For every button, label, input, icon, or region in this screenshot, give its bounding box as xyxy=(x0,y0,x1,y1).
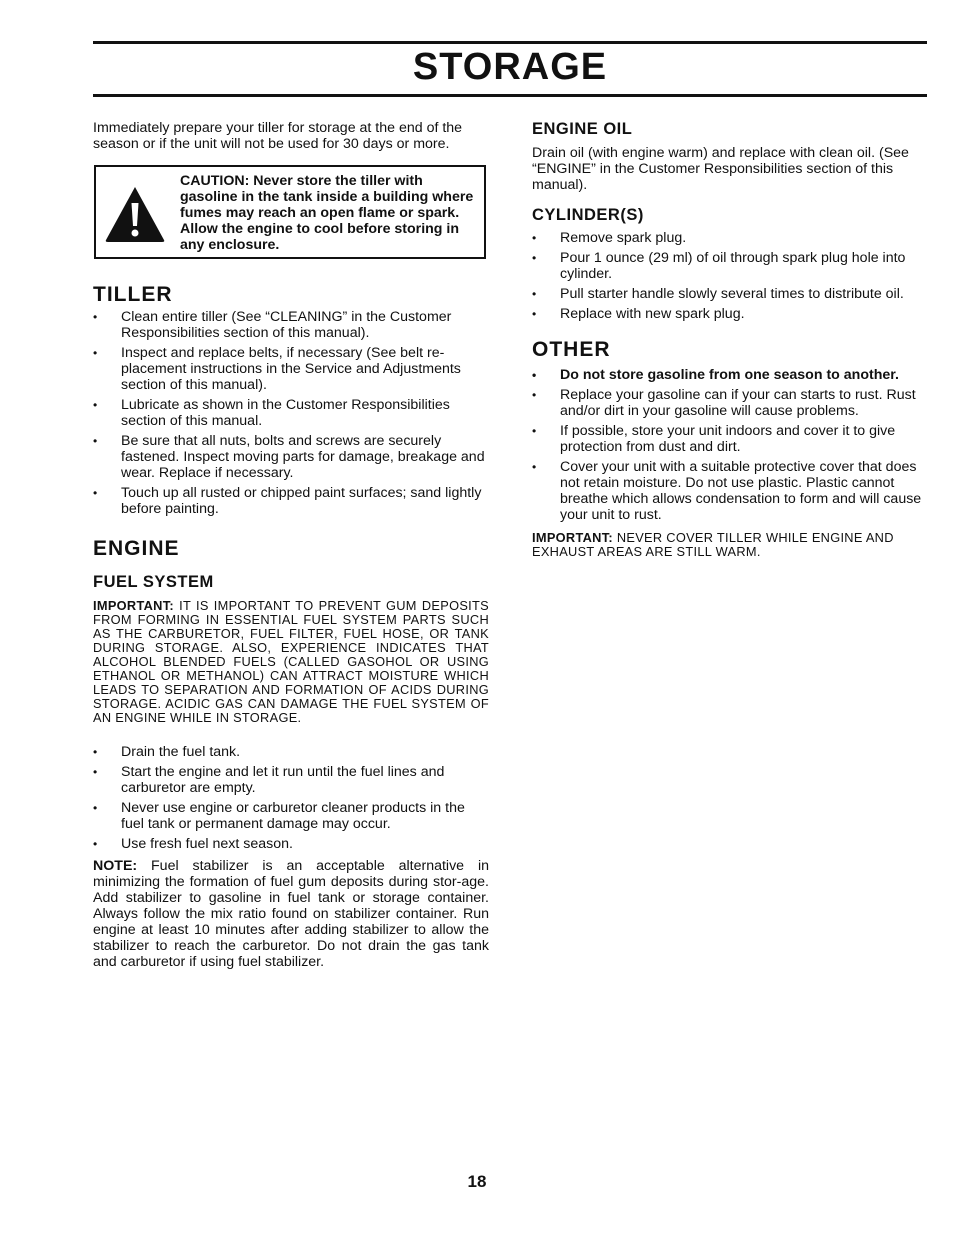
tiller-heading: TILLER xyxy=(93,283,173,306)
list-item: • Inspect and replace belts, if necessary (See belt re-placement instructions in the Service and Adjustments section of this manual). xyxy=(93,345,489,393)
list-item: • Be sure that all nuts, bolts and screws are securely fastened. Inspect moving parts for damage, breakage and wear. Replace if necessary. xyxy=(93,433,489,481)
list-item: • Start the engine and let it run until the fuel lines and carburetor are empty. xyxy=(93,764,489,796)
page-title: STORAGE xyxy=(412,46,608,88)
fuel-note-text: NOTE: Fuel stabilizer is an acceptable alternative in minimizing the formation of fuel gum deposits during stor-age. Add stabilizer to gasoline in fuel tank or storage container. Always follow the mix ratio found on stabilizer container. Run engine at least 10 minutes after adding stabilizer to allow the stabilizer to reach the carburetor. Do not drain the gas tank and carburetor if using fuel stabilizer. xyxy=(93,858,489,970)
note-label: NOTE: xyxy=(93,858,138,874)
list-item: • Clean entire tiller (See “CLEANING” in the Customer Responsibilities section of this manual). xyxy=(93,309,489,341)
engine-oil-heading: ENGINE OIL xyxy=(532,120,633,138)
list-item: • Touch up all rusted or chipped paint surfaces; sand lightly before painting. xyxy=(93,485,489,517)
list-item: • Cover your unit with a suitable protective cover that does not retain moisture. Do not use plastic. Plastic cannot breathe which allows condensation to form and will cause your unit to rust. xyxy=(532,459,926,523)
page-number: 18 xyxy=(467,1172,487,1191)
tiller-list xyxy=(93,309,489,521)
important-label: IMPORTANT: xyxy=(93,598,174,613)
list-item: • Use fresh fuel next season. xyxy=(93,836,489,852)
cylinders-list xyxy=(532,230,926,326)
list-item: • Replace your gasoline can if your can starts to rust. Rust and/or dirt in your gasoline will cause problems. xyxy=(532,387,926,419)
cylinders-heading: CYLINDER(S) xyxy=(532,206,644,224)
caution-box xyxy=(94,165,486,259)
list-item: • Remove spark plug. xyxy=(532,230,926,246)
engine-heading: ENGINE xyxy=(93,537,180,560)
fuel-important-text: IMPORTANT: IT IS IMPORTANT TO PREVENT GUM DEPOSITS FROM FORMING IN ESSENTIAL FUEL SYSTEM PARTS SUCH AS THE CARBURETOR, FUEL FILTER, FUEL HOSE, OR TANK DURING STORAGE. ALSO, EXPERIENCE INDICATES THAT ALCOHOL BLENDED FUELS (CALLED GASOHOL OR USING ETHANOL OR METHANOL) CAN ATTRACT MOISTURE WHICH LEADS TO SEPARATION AND FORMATION OF ACIDS DURING STORAGE. ACIDIC GAS CAN DAMAGE THE FUEL SYSTEM OF AN ENGINE WHILE IN STORAGE. xyxy=(93,598,489,725)
list-item: • Drain the fuel tank. xyxy=(93,744,489,760)
list-item: • Pull starter handle slowly several times to distribute oil. xyxy=(532,286,926,302)
other-heading: OTHER xyxy=(532,338,611,361)
title-rule xyxy=(93,94,927,97)
list-item: • Pour 1 ounce (29 ml) of oil through spark plug hole into cylinder. xyxy=(532,250,926,282)
engine-oil-text: Drain oil (with engine warm) and replace with clean oil. (See “ENGINE” in the Customer Responsibilities section of this manual). xyxy=(532,145,909,193)
important-label: IMPORTANT: xyxy=(532,530,613,545)
other-list xyxy=(532,367,926,527)
warning-triangle-icon xyxy=(104,185,166,243)
top-rule xyxy=(93,41,927,44)
list-item: • If possible, store your unit indoors and cover it to give protection from dust and dirt. xyxy=(532,423,926,455)
list-item: • Never use engine or carburetor cleaner products in the fuel tank or permanent damage may occur. xyxy=(93,800,489,832)
list-item: • Do not store gasoline from one season to another. xyxy=(532,367,926,383)
other-important-text: IMPORTANT: NEVER COVER TILLER WHILE ENGINE AND EXHAUST AREAS ARE STILL WARM. xyxy=(532,530,894,559)
fuel-system-list xyxy=(93,744,489,856)
list-item: • Replace with new spark plug. xyxy=(532,306,926,322)
fuel-system-heading: FUEL SYSTEM xyxy=(93,573,214,591)
intro-text: Immediately prepare your tiller for storage at the end of the season or if the unit will not be used for 30 days or more. xyxy=(93,120,463,152)
caution-text: CAUTION: Never store the tiller with gasoline in the tank inside a building where fumes may reach an open flame or spark. Allow the engine to cool before storing in any enclosure. xyxy=(180,173,474,253)
list-item: • Lubricate as shown in the Customer Responsibilities section of this manual. xyxy=(93,397,489,429)
